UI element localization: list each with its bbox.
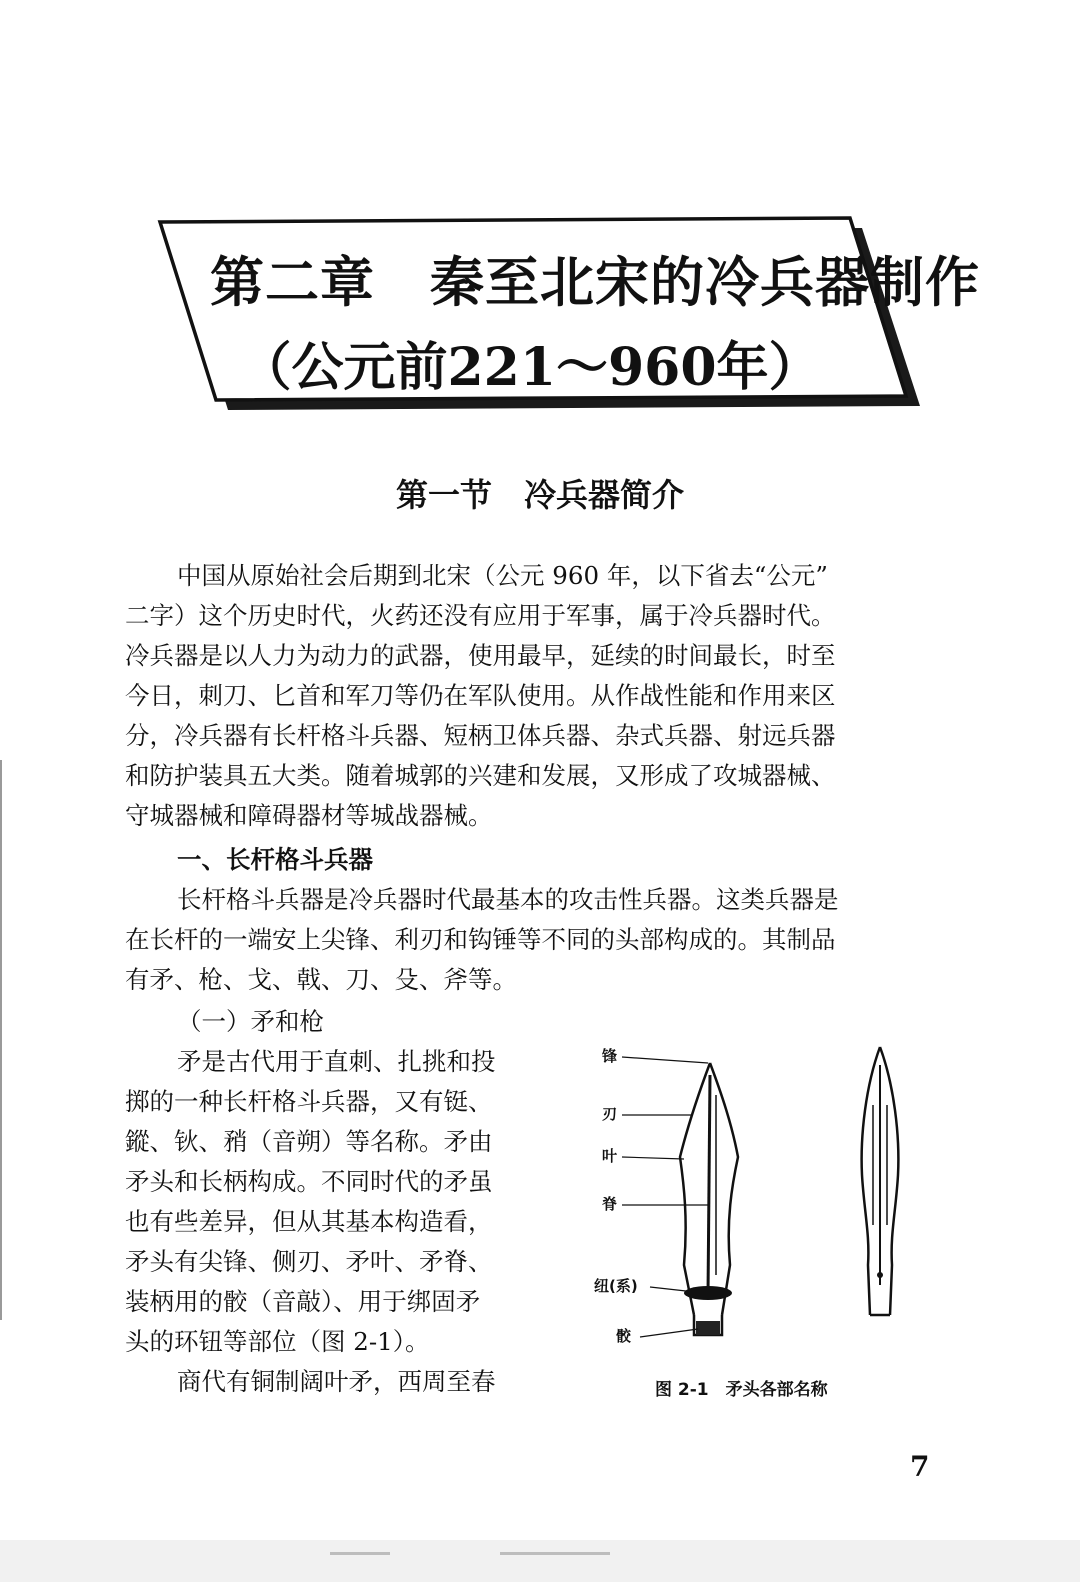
- text-line: 鏦、钬、矟（音朔）等名称。矛由: [125, 1127, 493, 1156]
- text-line: 装柄用的骹（音敲）、用于绑固矛: [125, 1287, 481, 1316]
- label-ye: 叶: [602, 1147, 618, 1165]
- text-line: 有矛、枪、戈、戟、刀、殳、斧等。: [125, 965, 517, 994]
- text-line: 矛头有尖锋、侧刃、矛叶、矛脊、: [125, 1247, 493, 1276]
- text-line: 二字）这个历史时代，火药还没有应用于军事，属于冷兵器时代。: [125, 601, 836, 630]
- text-line: 冷兵器是以人力为动力的武器，使用最早，延续的时间最长，时至: [125, 641, 836, 670]
- label-ji: 脊: [602, 1195, 618, 1213]
- subsection-heading: （一）矛和枪: [177, 1007, 324, 1036]
- text-line: 商代有铜制阔叶矛，西周至春: [177, 1367, 496, 1396]
- text-line: 也有些差异，但从其基本构造看，: [125, 1207, 493, 1236]
- subsection-2: [125, 1002, 555, 1402]
- spearhead-drawing: [580, 1035, 960, 1375]
- text-line: 在长杆的一端安上尖锋、利刃和钩锤等不同的头部构成的。其制品: [125, 925, 836, 954]
- label-qiao: 骹: [616, 1327, 632, 1345]
- text-line: 分，冷兵器有长杆格斗兵器、短柄卫体兵器、杂式兵器、射远兵器: [125, 721, 836, 750]
- label-niu: 纽(系): [594, 1277, 638, 1295]
- page-number: 7: [910, 1450, 930, 1483]
- text-line: 中国从原始社会后期到北宋（公元 960 年，以下省去“公元”: [177, 561, 828, 590]
- chapter-years: （公元前221～960年）: [239, 337, 821, 398]
- scan-bottom-strip: [0, 1540, 1080, 1582]
- intro-paragraph: [125, 556, 940, 836]
- text-line: 长杆格斗兵器是冷兵器时代最基本的攻击性兵器。这类兵器是: [177, 885, 839, 914]
- text-line: 头的环钮等部位（图 2-1）。: [125, 1327, 430, 1356]
- text-line: 和防护装具五大类。随着城郭的兴建和发展，又形成了攻城器械、: [125, 761, 836, 790]
- spearhead-figure: [580, 1035, 960, 1375]
- text-line: 矛是古代用于直刺、扎挑和投: [177, 1047, 496, 1076]
- text-line: 守城器械和障碍器材等城战器械。: [125, 801, 493, 830]
- text-line: 掷的一种长杆格斗兵器，又有铤、: [125, 1087, 493, 1116]
- section-title: 第一节 冷兵器简介: [395, 476, 684, 514]
- subsection-heading: 一、长杆格斗兵器: [177, 845, 373, 874]
- chapter-title: 第二章 秦至北宋的冷兵器制作: [210, 250, 980, 314]
- scan-page-edge: [0, 760, 2, 1320]
- chapter-banner: [150, 210, 980, 420]
- text-line: 矛头和长柄构成。不同时代的矛虽: [125, 1167, 493, 1196]
- label-ren: 刃: [602, 1105, 618, 1123]
- label-feng: 锋: [602, 1047, 618, 1065]
- figure-caption: 图 2-1 矛头各部名称: [655, 1380, 828, 1400]
- text-line: 今日，刺刀、匕首和军刀等仍在军队使用。从作战性能和作用来区: [125, 681, 836, 710]
- subsection-1: [125, 840, 940, 1000]
